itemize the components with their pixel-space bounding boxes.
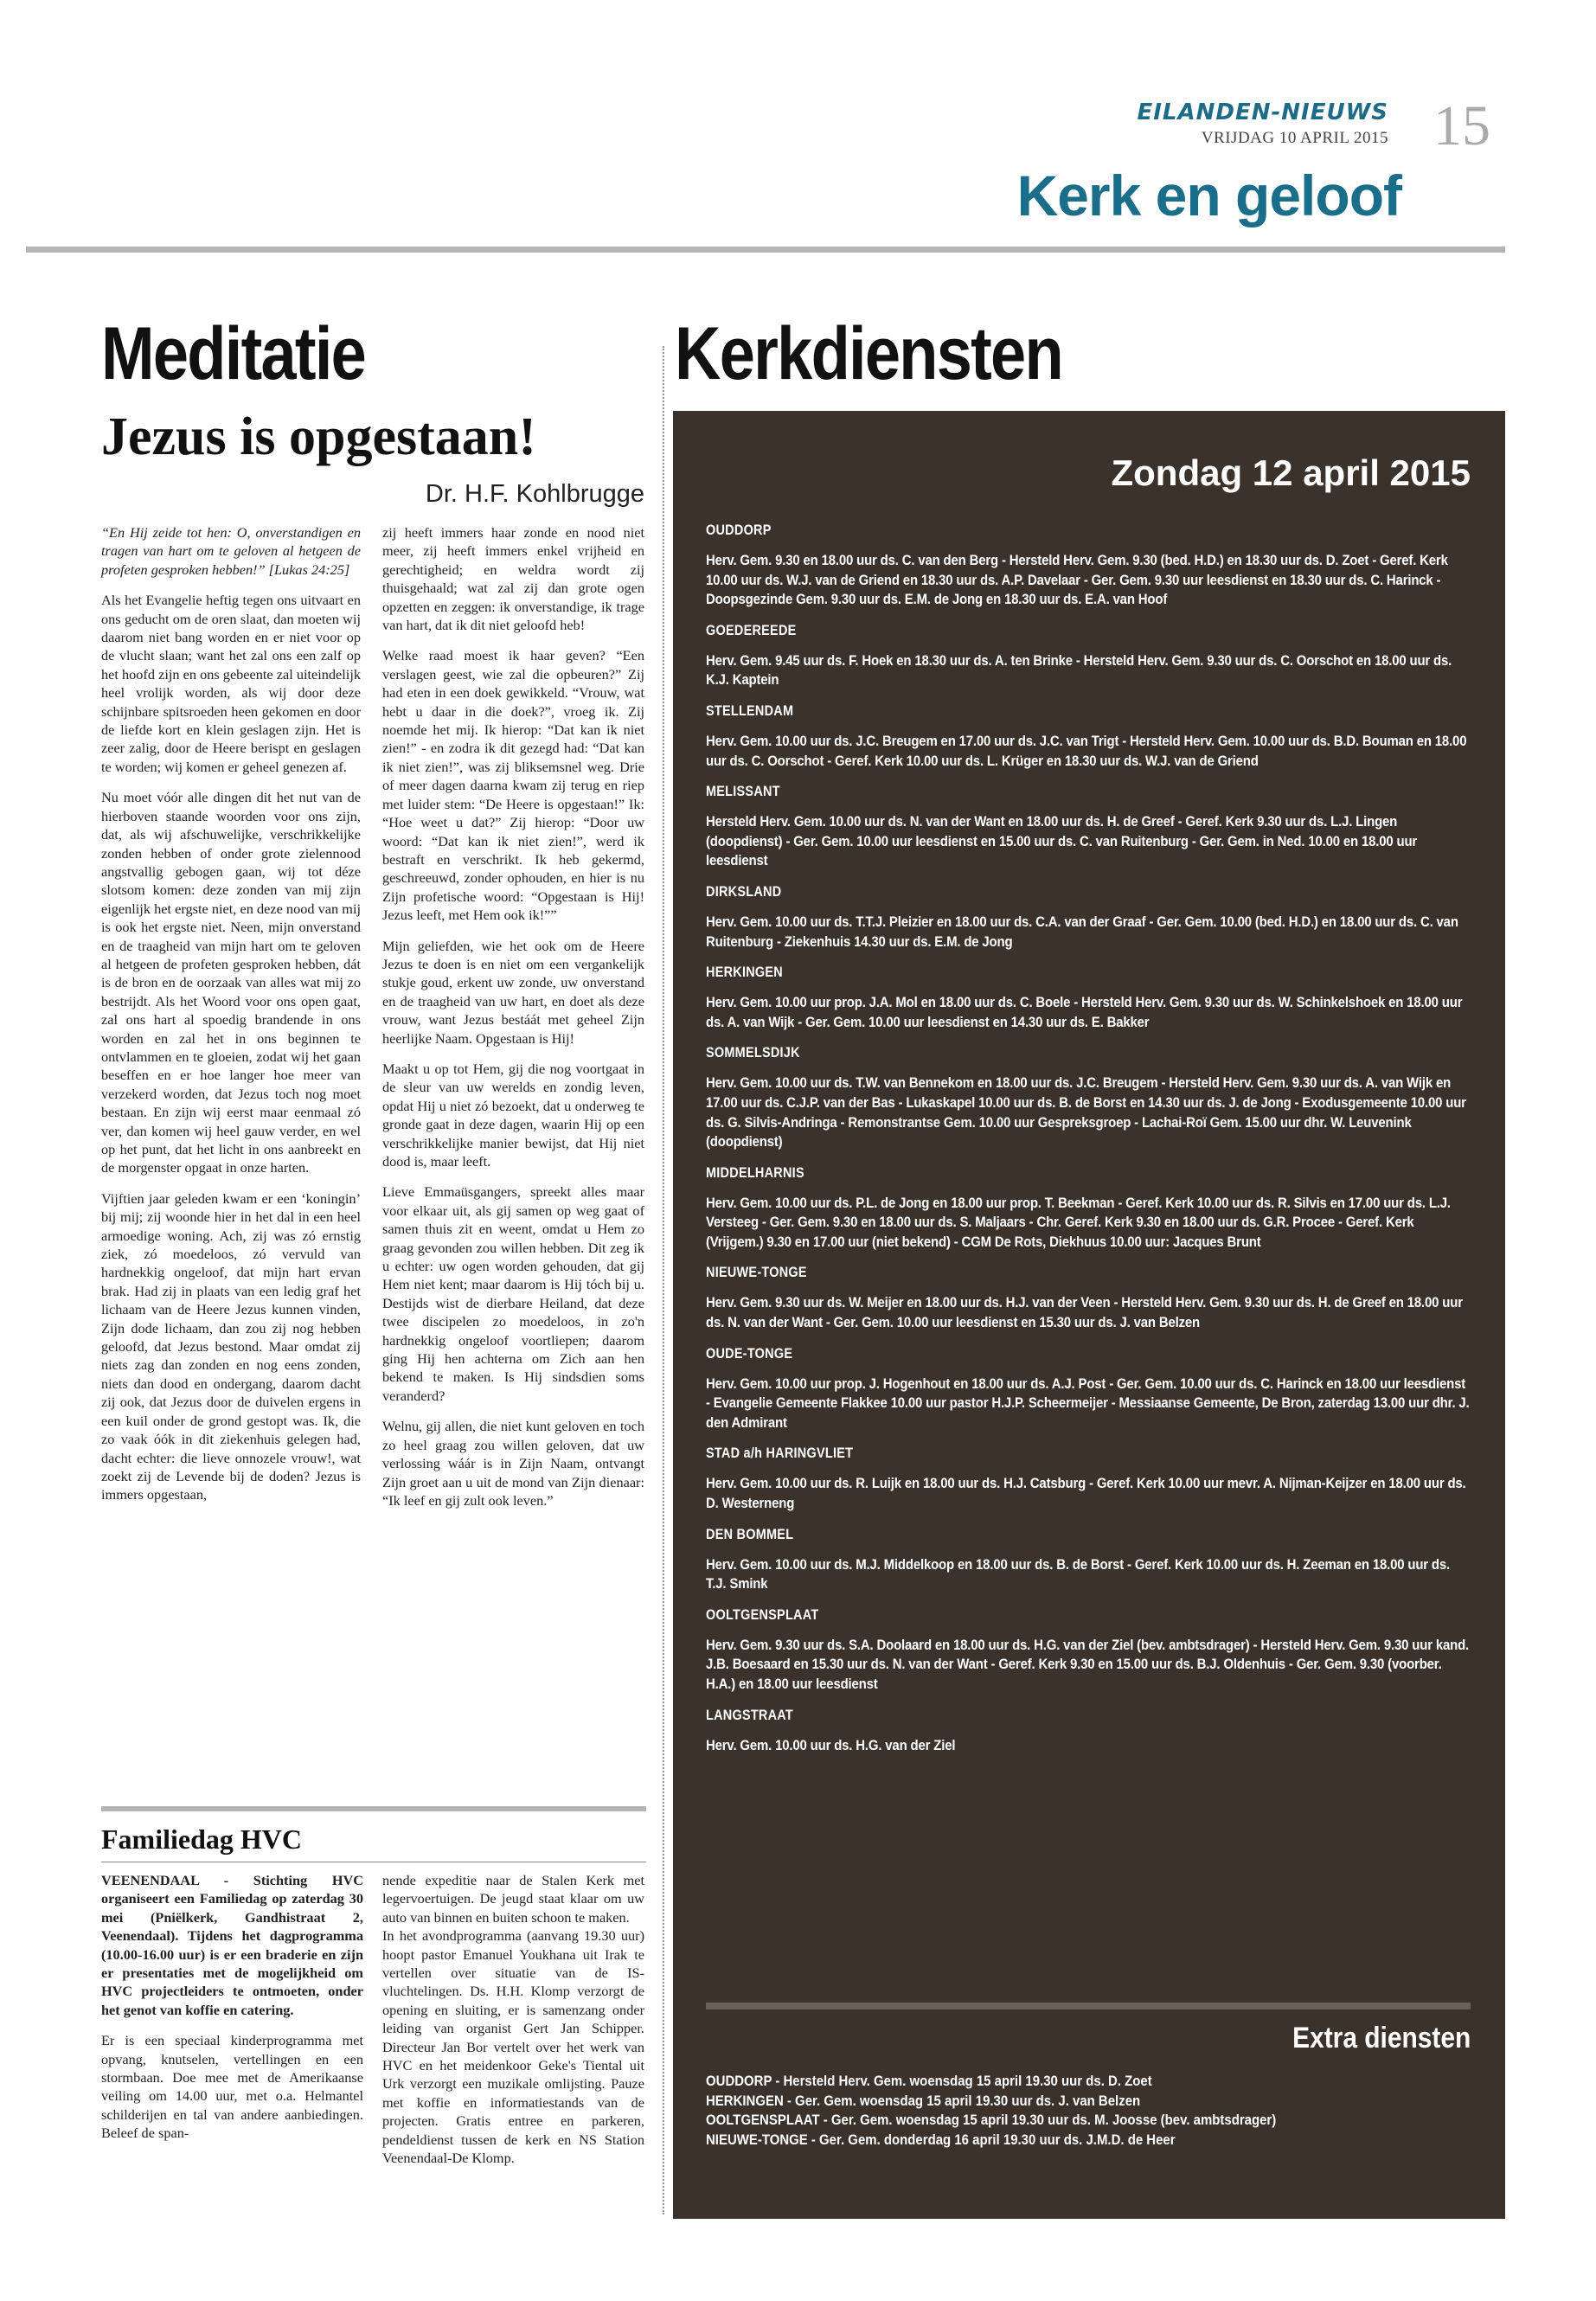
column-separator — [663, 346, 664, 2214]
services-date: Zondag 12 april 2015 — [1111, 452, 1471, 493]
issue-date: VRIJDAG 10 APRIL 2015 — [1201, 129, 1388, 147]
article-title: Jezus is opgestaan! — [101, 407, 536, 466]
page-number: 15 — [1433, 94, 1490, 157]
service-times: Herv. Gem. 9.30 uur ds. W. Meijer en 18.00 uur ds. H.J. van der Veen - Hersteld Herv. Gem. 9.30 uur ds. H. de Greef en 18.00 uur ds. N. van der Want - Ger. Gem. 10.00 uur leesdienst en 15.30 uur ds. J. van Belzen — [706, 1294, 1463, 1331]
place-name: OUDE-TONGE — [706, 1344, 793, 1362]
paragraph: Nu moet vóór alle dingen dit het nut van de hierboven staande woorden voor ons zijn, dat, als wij afschuwelijke, verschrikkelijke zonden hebben of onder grote zielennood angstvallig gebogen gaan, wij tot déze slotsom komen: deze zonden van mij zijn eigenlijk het ergste niet, en deze nood van mij is ook het ergste niet. Neen, mijn onverstand en de traagheid van mijn hart om te geloven al hetgeen de profeten gesproken hebben, dát is de bron en de oorzaak van alles wat mij zo bestrijdt. Als het Woord voor ons open gaat, zal ons hart al spoedig brandende in ons worden en zal het in ons beginnen te ontvlammen en te gloeien, zodat wij het gaan beseffen en er hoe langer hoe meer van verzekerd worden, dat Jezus toch nog moet bestaan. En zijn wij eerst maar eenmaal zó ver, dan komen wij heel gauw verder, en wel op het punt, dat het licht in ons aanbreekt en de morgenster opgaat in onze harten. — [101, 789, 361, 1176]
services-list — [706, 522, 1471, 1767]
familiedag-column-2 — [382, 1871, 644, 2180]
meditatie-heading: Meditatie — [101, 312, 366, 395]
paragraph: Welke raad moest ik haar geven? “Een verslagen geest, wie zal die opbeuren?” Zij had eten in een doek gewikkeld. “Vrouw, wat hebt u daar in die doek?”, vroeg ik. Zij noemde het mij. Ik hierop: “Dat kan ik niet zien!” - en zodra ik dit gezegd had: “Dat kan ik niet zien!”, was zij bliksemsnel weg. Drie of meer dagen daarna kwam zij terug en riep met luider stem: “De Heere is opgestaan!” Ik: “Hoe weet u dat?” Zij hierop: “Door uw woord: “Dat kan ik niet zien!”, werd ik bestraft en verschrikt. Ik heb gekermd, geschreeuwd, zonder ophouden, en hier is nu Zijn profetische woord: “Opgestaan is Hij! Jezus leeft, met Hem ook ik!”” — [382, 647, 644, 924]
extra-services-list — [706, 2072, 1471, 2150]
paragraph: Mijn geliefden, wie het ook om de Heere Jezus te doen is en niet om een vergankelijk stukje goud, erkent uw zonde, uw onverstand en de traagheid van uw hart, en doet als deze vrouw, want Jezus bestáát met geheel Zijn heerlijke Naam. Opgestaan is Hij! — [382, 937, 644, 1047]
service-times: Herv. Gem. 10.00 uur prop. J. Hogenhout en 18.00 uur ds. A.J. Post - Ger. Gem. 10.00 uur ds. C. Harinck en 18.00 uur leesdienst - Evangelie Gemeente Flakkee 10.00 uur pastor H.J.P. Scheermeijer - Messiaanse Gemeente, De Bron, zaterdag 13.00 uur dhr. J. den Admirant — [706, 1375, 1470, 1431]
extra-divider — [706, 2003, 1471, 2009]
newspaper-logo: EILANDEN-NIEUWS — [1137, 99, 1388, 125]
extra-service: NIEUWE-TONGE - Ger. Gem. donderdag 16 april 19.30 uur ds. J.M.D. de Heer — [706, 2131, 1176, 2148]
extra-services-heading: Extra diensten — [1292, 2022, 1471, 2054]
extra-service: OOLTGENSPLAAT - Ger. Gem. woensdag 15 april 19.30 uur ds. M. Joosse (bev. ambtsdrager) — [706, 2112, 1277, 2129]
service-times: Herv. Gem. 10.00 uur prop. J.A. Mol en 18.00 uur ds. C. Boele - Hersteld Herv. Gem. 9.30 uur ds. W. Schinkelshoek en 18.00 uur ds. A. van Wijk - Ger. Gem. 10.00 uur leesdienst en 14.30 uur ds. E. Bakker — [706, 994, 1463, 1030]
header-divider — [26, 247, 1505, 253]
service-times: Herv. Gem. 10.00 uur ds. T.T.J. Pleizier en 18.00 uur ds. C.A. van der Graaf - Ger. Gem. 10.00 (bed. H.D.) en 18.00 uur ds. C. van Ruitenburg - Ziekenhuis 14.30 uur ds. E.M. de Jong — [706, 913, 1458, 950]
paragraph: Vijftien jaar geleden kwam er een ‘koningin’ bij mij; zij woonde hier in het dal in een heel armoedige woning. Ach, zij was zó ernstig ziek, zó moedeloos, zó vervuld van hardnekkig ongeloof, dat mijn hart ervan brak. Had zij in plaats van een ledig graf het lichaam van de Heere Jezus kunnen vinden, Zijn dode lichaam, dan zou zij nog hebben geloofd, dat Jezus bestond. Maar omdat zij niets zag dan zonden en nog eens zonden, niets dan dood en ondergang, daarom dacht zij ook, dat Jezus door de duivelen ergens in een kuil onder de grond gestopt was. Ik, die zo vaak óók in dit ziekenhuis gelegen had, dacht echter: die lieve onnozele vrouw!, wat zoekt zij de Levende bij de doden? Jezus is immers opgestaan, — [101, 1189, 361, 1503]
familiedag-heading: Familiedag HVC — [101, 1823, 302, 1855]
place-name: STAD a/h HARINGVLIET — [706, 1445, 854, 1462]
service-times: Herv. Gem. 9.30 uur ds. S.A. Doolaard en 18.00 uur ds. H.G. van der Ziel (bev. ambtsdrager) - Hersteld Herv. Gem. 9.30 uur kand. J.B. Boesaard en 15.30 uur ds. N. van der Want - Geref. Kerk 9.30 en 15.00 uur ds. B.J. Oldenhuis - Ger. Gem. 9.30 (voorber. H.A.) en 18.00 uur leesdienst — [706, 1636, 1470, 1692]
service-times: Herv. Gem. 10.00 uur ds. H.G. van der Ziel — [706, 1736, 956, 1753]
paragraph: Er is een speciaal kinderprogramma met opvang, knutselen, vertellingen en een stormbaan. Doe mee met de Amerikaanse veiling om 14.00 uur, met o.a. Helmantel schilderijen en tal van andere aanbiedingen. Beleef de span- — [101, 2032, 363, 2142]
meditatie-column-1 — [101, 523, 361, 1516]
place-name: HERKINGEN — [706, 964, 784, 981]
extra-service: OUDDORP - Hersteld Herv. Gem. woensdag 15 april 19.30 uur ds. D. Zoet — [706, 2073, 1152, 2089]
service-times: Herv. Gem. 9.30 en 18.00 uur ds. C. van den Berg - Hersteld Herv. Gem. 9.30 (bed. H.D.) en 18.30 uur ds. D. Zoet - Geref. Kerk 10.00 uur ds. W.J. van de Griend en 18.30 uur ds. A.P. Davelaar - Ger. Gem. 9.30 uur leesdienst en 18.30 uur ds. C. Harinck - Doopsgezinde Gem. 9.30 uur ds. E.M. de Jong en 18.30 uur ds. E.A. van Hoof — [706, 552, 1448, 608]
place-name: DEN BOMMEL — [706, 1525, 794, 1542]
place-name: SOMMELSDIJK — [706, 1044, 800, 1061]
place-name: OUDDORP — [706, 522, 772, 538]
familiedag-column-1 — [101, 1871, 363, 2155]
service-times: Herv. Gem. 10.00 uur ds. J.C. Breugem en 17.00 uur ds. J.C. van Trigt - Hersteld Herv. Gem. 10.00 uur ds. B.D. Bouman en 18.00 uur ds. C. Oorschot - Geref. Kerk 10.00 uur ds. L. Krüger en 18.30 uur ds. W.J. van de Griend — [706, 732, 1467, 769]
lead-paragraph: VEENENDAAL - Stichting HVC organiseert een Familiedag op zaterdag 30 mei (Pniëlkerk, Gandhistraat 2, Veenendaal). Tijdens het dagprogramma (10.00-16.00 uur) is er een braderie en zijn er presentaties met de mogelijkheid om HVC projectleiders te ontmoeten, onder het genot van koffie en catering. — [101, 1872, 363, 2018]
services-box — [673, 411, 1505, 2219]
paragraph: nende expeditie naar de Stalen Kerk met legervoertuigen. De jeugd staat klaar om uw auto van binnen en buiten schoon te maken. — [382, 1872, 644, 1926]
paragraph: zij heeft immers haar zonde en nood niet meer, zij heeft immers enkel vrijheid en gerechtigheid; en weldra wordt zij thuisgehaald; wat zal zij dan grote ogen opzetten en zeggen: ik onverstandige, ik trage van hart, dat ik dit niet geloofd heb! — [382, 524, 644, 634]
section-title: Kerk en geloof — [1016, 163, 1401, 228]
place-name: OOLTGENSPLAAT — [706, 1606, 819, 1623]
place-name: GOEDEREEDE — [706, 621, 797, 638]
paragraph: Als het Evangelie heftig tegen ons uitvaart en ons geducht om de oren slaat, dan moeten wij daarom niet bang worden en er niet voor op de vlucht slaan; want het zal ons een zalf op het hoofd zijn en ons gebeente zal uiteindelijk heel vrolijk worden, als wij door deze schijnbare spitsroeden heen gekomen en door de liefde kort en klein geslagen zijn. Het is zeer zalig, door de Heere berispt en geslagen te worden; wij komen er geheel genezen af. — [101, 592, 361, 775]
place-name: DIRKSLAND — [706, 882, 782, 900]
place-name: NIEUWE-TONGE — [706, 1264, 807, 1281]
service-times: Herv. Gem. 10.00 uur ds. M.J. Middelkoop en 18.00 uur ds. B. de Borst - Geref. Kerk 10.00 uur ds. H. Zeeman en 18.00 uur ds. T.J. Smink — [706, 1555, 1450, 1593]
place-name: STELLENDAM — [706, 702, 794, 719]
place-name: LANGSTRAAT — [706, 1706, 794, 1723]
paragraph: Lieve Emmaüsgangers, spreekt alles maar voor elkaar uit, als gij samen op weg gaat of samen thuis zit en weent, omdat u Hem zo graag gevonden zou willen hebben. Dit zeg ik u echter: uw ogen worden gehouden, dat gij Hem niet kent; maar daarom is Hij tóch bij u. Destijds wist de dierbare Heiland, dat deze twee discipelen zo moedeloos, in zo'n hardnekkig ongeloof voortliepen; daarom ging Hij hen achterna om Zich aan hen bekend te maken. Is Hij sindsdien soms veranderd? — [382, 1183, 644, 1404]
paragraph: Maakt u op tot Hem, gij die nog voortgaat in de sleur van uw werelds en zondig leven, opdat Hij u niet zó bezoekt, dat u onderweg te gronde gaat in deze dagen, waarin Hij op een verschrikkelijke manier bewijst, dat Hij niet dood is, maar leeft. — [382, 1060, 644, 1170]
paragraph: Welnu, gij allen, die niet kunt geloven en toch zo heel graag zou willen geloven, dat uw verlossing wáár is in Zijn Naam, ontvangt Zijn groet aan u uit de mond van Zijn dienaar: “Ik leef en gij zult ook leven.” — [382, 1418, 644, 1509]
paragraph: In het avondprogramma (aanvang 19.30 uur) hoopt pastor Emanuel Youkhana uit Irak te vertellen over situatie van de IS-vluchtelingen. Ds. H.H. Klomp verzorgt de opening en sluiting, er is samenzang onder leiding van organist Gert Jan Schipper. Directeur Jan Bor vertelt over het werk van HVC en het meidenkoor Geke's Tiental uit Urk verzorgt een muzikale omlijsting. Pauze met koffie en informatiestands van de projecten. Gratis entree en parkeren, pendeldienst tussen de kerk en NS Station Veenendaal-De Klomp. — [382, 1927, 644, 2167]
section-divider — [101, 1806, 646, 1811]
place-name: MIDDELHARNIS — [706, 1163, 804, 1181]
service-times: Hersteld Herv. Gem. 10.00 uur ds. N. van der Want en 18.00 uur ds. H. de Greef - Geref. Kerk 9.30 uur ds. L.J. Lingen (doopdienst) - Ger. Gem. 10.00 uur leesdienst en 15.00 uur ds. C. van Ruitenburg - Ger. Gem. in Ned. 10.00 en 18.00 uur leesdienst — [706, 813, 1418, 869]
kerkdiensten-heading: Kerkdiensten — [675, 312, 1062, 395]
extra-service: HERKINGEN - Ger. Gem. woensdag 15 april 19.30 uur ds. J. van Belzen — [706, 2092, 1141, 2109]
service-times: Herv. Gem. 10.00 uur ds. T.W. van Bennekom en 18.00 uur ds. J.C. Breugem - Hersteld Herv. Gem. 9.30 uur ds. A. van Wijk en 17.00 uur ds. C.J.P. van der Bas - Lukaskapel 10.00 uur ds. B. de Borst en 14.30 uur ds. J. de Jong - Exodusgemeente 10.00 uur ds. G. Silvis-Andringa - Remonstrantse Gem. 10.00 uur Gespreksgroep - Lachai-Roï Gem. 15.00 uur dhr. W. Leuvenink (doopdienst) — [706, 1074, 1466, 1150]
bible-quote: “En Hij zeide tot hen: O, onverstandigen en tragen van hart om te geloven al hetgeen de profeten gesproken hebben!” [Lukas 24:25] — [101, 524, 361, 578]
service-times: Herv. Gem. 10.00 uur ds. P.L. de Jong en 18.00 uur prop. T. Beekman - Geref. Kerk 10.00 uur ds. R. Silvis en 17.00 uur ds. L.J. Versteeg - Ger. Gem. 9.30 en 18.00 uur ds. S. Maljaars - Chr. Geref. Kerk 9.30 en 18.00 uur ds. G.R. Procee - Geref. Kerk (Vrijgem.) 9.30 en 17.00 uur (niet bekend) - CGM De Rots, Diekhuus 10.00 uur: Jacques Brunt — [706, 1194, 1451, 1250]
masthead — [1138, 99, 1389, 148]
place-name: MELISSANT — [706, 783, 780, 800]
service-times: Herv. Gem. 10.00 uur ds. R. Luijk en 18.00 uur ds. H.J. Catsburg - Geref. Kerk 10.00 uur mevr. A. Nijman-Keijzer en 18.00 uur ds. D. Westerneng — [706, 1475, 1466, 1512]
meditatie-column-2 — [382, 523, 644, 1522]
article-author: Dr. H.F. Kohlbrugge — [425, 480, 644, 508]
service-times: Herv. Gem. 9.45 uur ds. F. Hoek en 18.30 uur ds. A. ten Brinke - Hersteld Herv. Gem. 9.30 uur ds. C. Oorschot en 18.00 uur ds. K.J. Kaptein — [706, 651, 1452, 689]
